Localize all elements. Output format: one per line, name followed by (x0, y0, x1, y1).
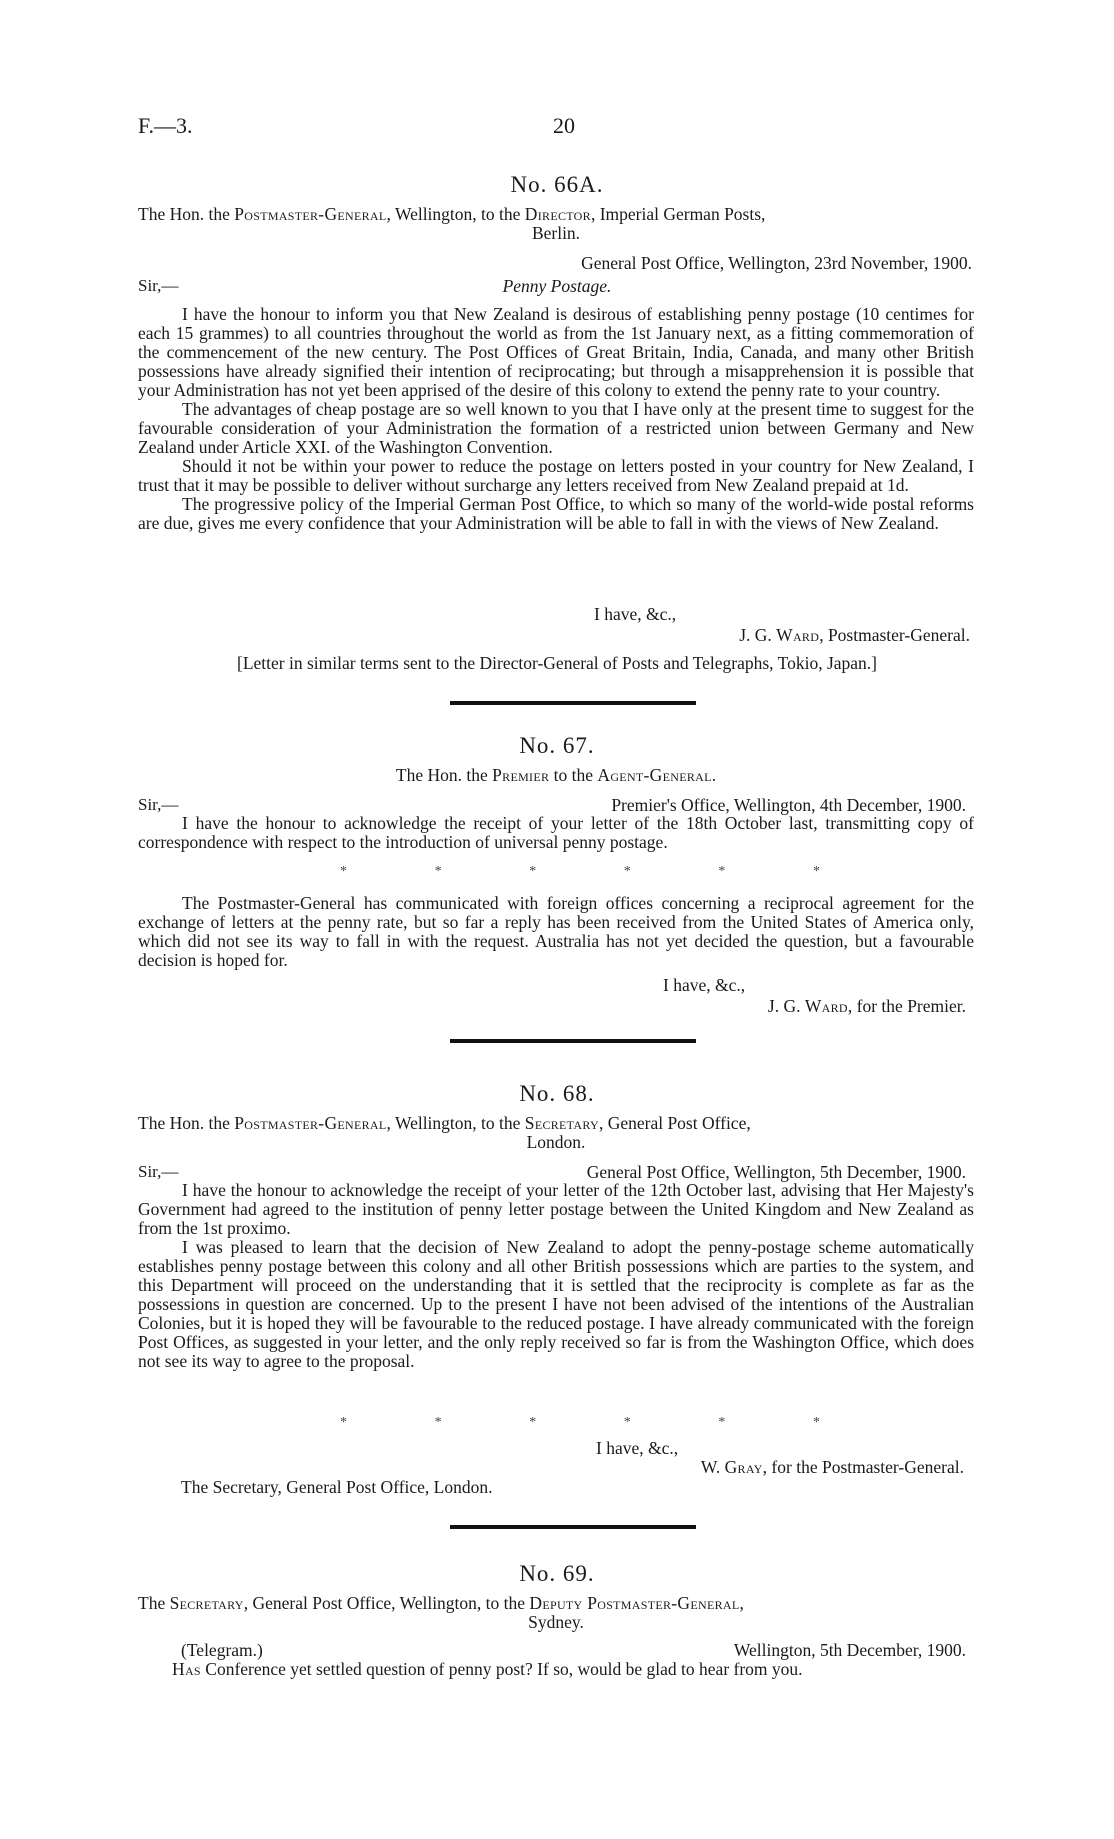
address-middle: , Wellington, to the (386, 1113, 525, 1133)
signature-initials: W. (700, 1457, 725, 1477)
star: * (718, 864, 726, 879)
paragraph: The progressive policy of the Imperial German Post Office, to which so many of the world-wide postal reforms are due, gives me every confidence that your Administration will be able to fall in with the views of New Zealand. (138, 494, 974, 533)
letter-body (138, 894, 974, 970)
signature-title: , for the Postmaster-General. (762, 1457, 964, 1477)
signature-initials: J. G. (767, 996, 805, 1016)
signature-title: , Postmaster-General. (819, 625, 970, 645)
dateline: General Post Office, Wellington, 5th December, 1900. (586, 1162, 966, 1182)
star: * (623, 864, 631, 879)
star: * (340, 864, 347, 879)
telegram-label: (Telegram.) (181, 1640, 263, 1660)
letter-body (138, 305, 974, 533)
address-middle: to the (549, 765, 598, 785)
ellipsis-stars (340, 864, 820, 880)
telegram-first-word: Has (172, 1659, 201, 1679)
dateline: Wellington, 5th December, 1900. (733, 1640, 966, 1660)
telegram-body (172, 1659, 803, 1680)
address-to: Agent-General (597, 765, 712, 785)
address-to: Director (524, 204, 591, 224)
signature (739, 625, 970, 646)
star: * (529, 1415, 537, 1430)
signature-name: Ward (804, 996, 848, 1016)
address-prefix: The Hon. the (138, 1113, 235, 1133)
star: * (434, 864, 442, 879)
signature (701, 1457, 964, 1478)
address-to: Secretary (524, 1113, 599, 1133)
page-number: 20 (553, 113, 575, 138)
section-number: No. 67. (519, 733, 595, 758)
letter-body (138, 1181, 974, 1371)
star: * (812, 864, 820, 879)
address-suffix: , (739, 1593, 744, 1613)
star: * (718, 1415, 726, 1430)
dateline: Premier's Office, Wellington, 4th December, 1900. (611, 795, 966, 815)
address-line (138, 1594, 978, 1613)
star: * (434, 1415, 442, 1430)
salutation: Sir,— (138, 276, 179, 295)
paragraph: I have the honour to acknowledge the receipt of your letter of the 18th October last, transmitting copy of correspondence with respect to the introduction of universal penny postage. (138, 813, 974, 852)
paragraph: I was pleased to learn that the decision of New Zealand to adopt the penny-postage scheme automatically establishes penny postage between this colony and all other British possessions which are parties to the system, and this Department will proceed on the understanding that it is settled that the reciprocity is complete as far as the possessions in question are concerned. Up to the present I have not been advised of the intentions of the Australian Colonies, but it is hoped they will be favourable to the reduced postage. I have already communicated with the foreign Post Offices, as suggested in your letter, and the only reply received so far is from the Washington Office, which does not see its way to agree to the proposal. (138, 1237, 974, 1371)
address-from: Postmaster-General (234, 204, 387, 224)
address-from: Secretary (169, 1593, 244, 1613)
subject: Penny Postage. (502, 276, 612, 296)
address-middle: , Wellington, to the (386, 204, 525, 224)
telegram-text: Conference yet settled question of penny post? If so, would be glad to hear from you. (200, 1659, 803, 1679)
address-prefix: The (138, 1593, 170, 1613)
paragraph: The Postmaster-General has communicated with foreign offices concerning a reciprocal agreement for the exchange of letters at the penny rate, but so far a reply has been received from the United States of America only, which did not see its way to fall in with the request. Australia has not yet decided the question, but a favourable decision is hoped for. (138, 893, 974, 970)
ellipsis-stars (340, 1415, 820, 1431)
address-suffix: , Imperial German Posts, (590, 204, 766, 224)
address-line (138, 1114, 974, 1133)
signature-title: , for the Premier. (847, 996, 966, 1016)
section-number: No. 66A. (510, 172, 604, 197)
signature-name: Ward (776, 625, 820, 645)
star: * (623, 1415, 631, 1430)
address-line (138, 205, 974, 224)
closing: I have, &c., (663, 975, 746, 995)
address-prefix: The Hon. the (395, 765, 493, 785)
paragraph: I have the honour to acknowledge the receipt of your letter of the 12th October last, advising that Her Majesty's Government had agreed to the institution of penny letter postage between the United Kingdom and New Zealand as from the 1st proximo. (138, 1180, 974, 1238)
paragraph: Should it not be within your power to reduce the postage on letters posted in your country for New Zealand, I trust that it may be possible to deliver without surcharge any letters received from New Zealand prepaid at 1d. (138, 456, 974, 495)
address-suffix: . (711, 765, 717, 785)
address-to: Deputy Postmaster-General (529, 1593, 740, 1613)
dateline: General Post Office, Wellington, 23rd November, 1900. (581, 253, 972, 273)
signature-initials: J. G. (739, 625, 777, 645)
address-middle: , General Post Office, Wellington, to the (243, 1593, 530, 1613)
section-number: No. 68. (519, 1081, 595, 1106)
signature (768, 996, 966, 1017)
address-line (138, 766, 974, 785)
address-line-2: Berlin. (531, 223, 581, 243)
paragraph: The advantages of cheap postage are so well known to you that I have only at the present time to suggest for the favourable consideration of your Administration the formation of a restricted union between Germany and New Zealand under Article XXI. of the Washington Convention. (138, 399, 974, 457)
salutation: Sir,— (138, 795, 179, 814)
address-line-2: Sydney. (528, 1612, 584, 1632)
signature-name: Gray (724, 1457, 763, 1477)
address-prefix: The Hon. the (138, 204, 235, 224)
closing: I have, &c., (596, 1438, 679, 1458)
section-divider (450, 1525, 696, 1529)
star: * (340, 1415, 347, 1430)
star: * (812, 1415, 820, 1430)
section-number: No. 69. (519, 1561, 595, 1586)
star: * (529, 864, 537, 879)
paragraph: I have the honour to inform you that New Zealand is desirous of establishing penny postage (10 centimes for each 15 grammes) to all countries throughout the world as from the 1st January next, as a fitting commemoration of the commencement of the new century. The Post Offices of Great Britain, India, Canada, and many other British possessions have already signified their intention of reciprocating; but through a misapprehension it is possible that your Administration has not yet been apprised of the desire of this colony to extend the penny rate to your country. (138, 304, 974, 400)
address-from: Premier (492, 765, 550, 785)
address-suffix: , General Post Office, (598, 1113, 751, 1133)
bracket-note: [Letter in similar terms sent to the Director-General of Posts and Telegraphs, Tokio, Japan.] (237, 653, 877, 673)
section-divider (450, 1039, 696, 1043)
closing: I have, &c., (594, 604, 677, 624)
section-divider (450, 701, 696, 705)
page-reference: F.—3. (138, 113, 193, 138)
recipient-line: The Secretary, General Post Office, London. (181, 1477, 493, 1497)
address-from: Postmaster-General (234, 1113, 387, 1133)
address-line-2: London. (526, 1132, 586, 1152)
salutation: Sir,— (138, 1162, 179, 1181)
letter-body (138, 814, 974, 852)
